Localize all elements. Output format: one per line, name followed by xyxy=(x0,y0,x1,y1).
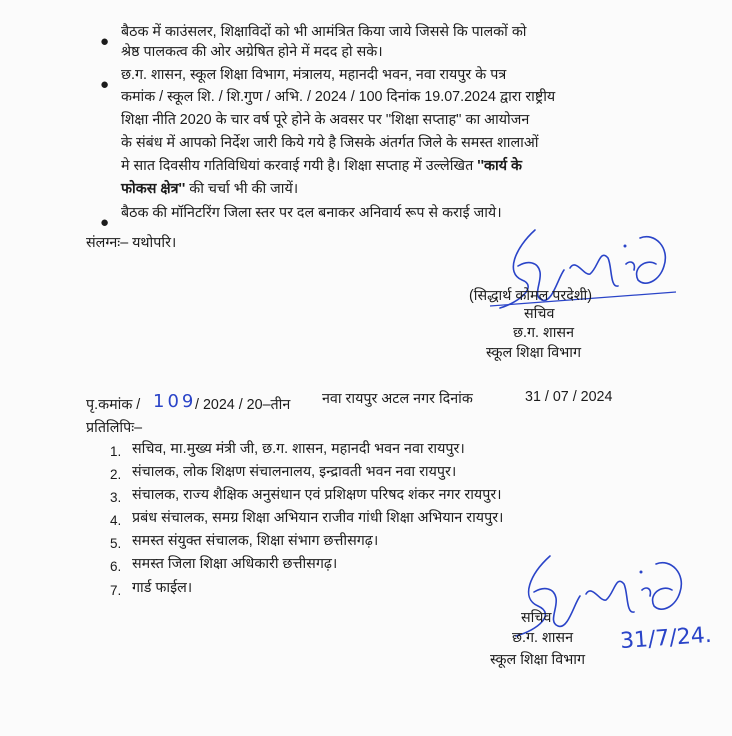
copy-5-number: 5. xyxy=(110,536,122,551)
copy-6-number: 6. xyxy=(110,559,122,574)
bullet-2-line-4: के संबंध में आपको निर्देश जारी किये गये है जिसके अंतर्गत जिले के समस्त शालाओं xyxy=(121,135,539,151)
signatory-1-govt: छ.ग. शासन xyxy=(513,325,575,341)
ref-place: नवा रायपुर अटल नगर दिनांक xyxy=(322,391,473,407)
bullet-2-line-2: कमांक / स्कूल शि. / शि.गुण / अभि. / 2024 / 100 दिनांक 19.07.2024 द्वारा राष्ट्रीय xyxy=(121,89,556,105)
copy-heading: प्रतिलिपिः– xyxy=(86,420,143,436)
signatory-1-name: (सिद्धार्थ कोमल परदेशी) xyxy=(469,288,593,304)
copy-4-number: 4. xyxy=(110,513,122,528)
copy-1-number: 1. xyxy=(110,444,122,459)
signatory-1-dept: स्कूल शिक्षा विभाग xyxy=(486,345,582,361)
bullet-2-line-3: शिक्षा नीति 2020 के चार वर्ष पूरे होने के अवसर पर ''शिक्षा सप्ताह'' का आयोजन xyxy=(121,112,530,128)
copy-2-number: 2. xyxy=(110,467,122,482)
ref-suffix: / 2024 / 20–तीन xyxy=(195,397,291,413)
bullet-dot: ● xyxy=(100,33,110,50)
handwritten-date: 31/7/24. xyxy=(619,622,713,655)
bullet-2-line-1: छ.ग. शासन, स्कूल शिक्षा विभाग, मंत्रालय, महानदी भवन, नवा रायपुर के पत्र xyxy=(121,67,507,83)
copy-3-text: संचालक, राज्य शैक्षिक अनुसंधान एवं प्रशिक्षण परिषद शंकर नगर रायपुर। xyxy=(132,487,502,503)
copy-1-text: सचिव, मा.मुख्य मंत्री जी, छ.ग. शासन, महानदी भवन नवा रायपुर। xyxy=(132,441,465,457)
copy-6-text: समस्त जिला शिक्षा अधिकारी छत्तीसगढ़। xyxy=(132,556,338,572)
ref-date: 31 / 07 / 2024 xyxy=(525,389,613,405)
copy-5-text: समस्त संयुक्त संचालक, शिक्षा संभाग छत्तीसगढ़। xyxy=(132,533,379,549)
bullet-2-line-6: फोकस क्षेत्र'' की चर्चा भी की जायें। xyxy=(121,181,299,197)
bullet-1-line-2: श्रेष्ठ पालकत्व की ओर अग्रेषित होने में मदद हो सके। xyxy=(121,44,383,60)
bullet-1-line-1: बैठक में काउंसलर, शिक्षाविदों को भी आमंत्रित किया जाये जिससे कि पालकों को xyxy=(121,24,527,40)
bold-phrase-1: ''कार्य के xyxy=(477,158,522,174)
signatory-2-govt: छ.ग. शासन xyxy=(512,630,574,646)
copy-7-number: 7. xyxy=(110,583,122,598)
ref-prefix: पृ.कमांक / xyxy=(86,397,141,413)
bullet-dot: ● xyxy=(100,214,110,231)
ref-handwritten-number: 109 xyxy=(153,391,197,412)
copy-2-text: संचालक, लोक शिक्षण संचालनालय, इन्द्रावती भवन नवा रायपुर। xyxy=(132,464,457,480)
copy-3-number: 3. xyxy=(110,490,122,505)
bullet-3-line-1: बैठक की मॉनिटरिंग जिला स्तर पर दल बनाकर अनिवार्य रूप से कराई जाये। xyxy=(121,205,502,221)
bullet-2-line-5: मे सात दिवसीय गतिविधियां करवाई गयी है। शिक्षा सप्ताह में उल्लेखित ''कार्य के xyxy=(121,158,522,174)
copy-7-text: गार्ड फाईल। xyxy=(132,580,193,596)
copy-4-text: प्रबंध संचालक, समग्र शिक्षा अभियान राजीव गांधी शिक्षा अभियान रायपुर। xyxy=(132,510,504,526)
attachment-note: संलग्नः– यथोपरि। xyxy=(86,235,177,251)
signatory-2-dept: स्कूल शिक्षा विभाग xyxy=(490,652,586,668)
bullet-dot: ● xyxy=(100,76,110,93)
signatory-2-designation: सचिव xyxy=(521,610,552,626)
signatory-1-designation: सचिव xyxy=(524,306,555,322)
bold-phrase-2: फोकस क्षेत्र'' xyxy=(121,181,186,197)
